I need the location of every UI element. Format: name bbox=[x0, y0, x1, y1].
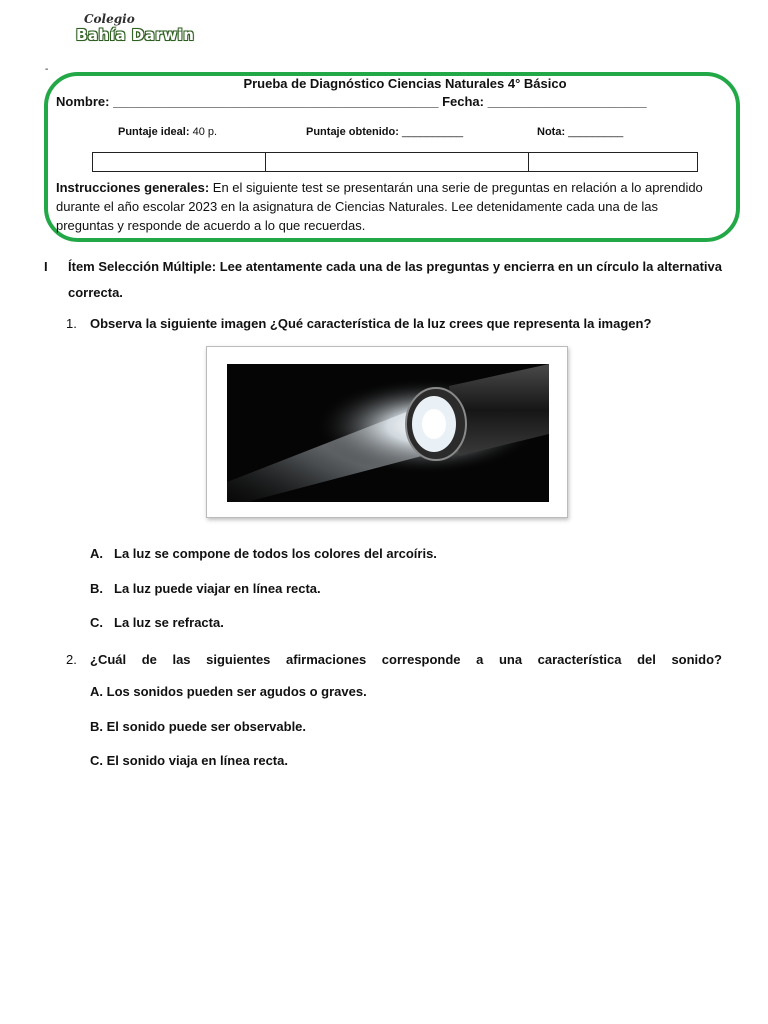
logo-title: Bahía Darwin bbox=[76, 26, 195, 44]
name-date-line bbox=[56, 94, 647, 109]
obtained-score-label: Puntaje obtenido: bbox=[306, 126, 399, 138]
option-letter: C. bbox=[90, 615, 103, 630]
grade bbox=[537, 126, 623, 138]
question-number: 2. bbox=[66, 652, 77, 667]
option-text: La luz se compone de todos los colores del arcoíris. bbox=[114, 546, 437, 561]
question-number: 1. bbox=[66, 316, 77, 331]
school-logo bbox=[74, 12, 204, 50]
option-text: La luz puede viajar en línea recta. bbox=[114, 581, 321, 596]
option-1b[interactable] bbox=[90, 581, 321, 596]
score-cell[interactable] bbox=[93, 153, 266, 172]
general-instructions bbox=[56, 178, 716, 235]
ideal-score-label: Puntaje ideal: bbox=[118, 126, 190, 138]
flashlight-photo bbox=[206, 346, 568, 518]
score-cell[interactable] bbox=[266, 153, 529, 172]
obtained-score bbox=[306, 126, 463, 138]
option-letter: B. bbox=[90, 719, 103, 734]
date-field[interactable]: ______________________ bbox=[487, 94, 647, 109]
instructions-text: En el siguiente test se presentarán una serie de preguntas en relación a lo aprendido durante el año escolar 2023 en la asignatura de Ciencias Naturales. Lee detenidamente cada una de las preguntas y responde de acuerdo a lo que recuerdas. bbox=[56, 180, 703, 233]
name-field[interactable]: _____________________________________________ bbox=[113, 94, 439, 109]
ideal-score-value: 40 p. bbox=[192, 126, 218, 138]
option-1c[interactable] bbox=[90, 615, 224, 630]
question-text: Observa la siguiente imagen ¿Qué característica de la luz crees que representa la imagen? bbox=[90, 316, 652, 331]
option-letter: C. bbox=[90, 753, 103, 768]
question-1 bbox=[66, 310, 722, 338]
name-label: Nombre: bbox=[56, 94, 110, 109]
option-text: Los sonidos pueden ser agudos o graves. bbox=[106, 684, 367, 699]
instructions-label: Instrucciones generales: bbox=[56, 180, 210, 195]
date-label: Fecha: bbox=[442, 94, 484, 109]
grade-field[interactable]: _________ bbox=[568, 126, 624, 138]
logo-subtitle: Colegio bbox=[84, 12, 135, 26]
option-text: La luz se refracta. bbox=[114, 615, 224, 630]
option-2b[interactable] bbox=[90, 719, 306, 734]
option-1a[interactable] bbox=[90, 546, 437, 561]
option-2a[interactable] bbox=[90, 684, 367, 699]
option-letter: A. bbox=[90, 546, 103, 561]
score-table bbox=[92, 152, 698, 172]
grade-label: Nota: bbox=[537, 126, 566, 138]
test-title: Prueba de Diagnóstico Ciencias Naturales 4° Básico bbox=[243, 76, 567, 91]
stray-dash: - bbox=[45, 64, 49, 75]
ideal-score bbox=[118, 126, 217, 138]
option-letter: A. bbox=[90, 684, 103, 699]
flashlight-icon bbox=[227, 364, 549, 502]
score-cell[interactable] bbox=[529, 153, 698, 172]
question-text: ¿Cuál de las siguientes afirmaciones corresponde a una característica del sonido? bbox=[90, 652, 722, 667]
question-2 bbox=[66, 646, 722, 674]
option-2c[interactable] bbox=[90, 753, 288, 768]
option-text: El sonido viaja en línea recta. bbox=[106, 753, 288, 768]
section-instructions: Ítem Selección Múltiple: Lee atentamente cada una de las preguntas y encierra en un círculo la alternativa correcta. bbox=[68, 259, 722, 300]
section-number: I bbox=[44, 259, 48, 274]
option-letter: B. bbox=[90, 581, 103, 596]
option-text: El sonido puede ser observable. bbox=[106, 719, 307, 734]
section-heading bbox=[44, 254, 722, 306]
obtained-score-field[interactable]: __________ bbox=[401, 126, 464, 138]
